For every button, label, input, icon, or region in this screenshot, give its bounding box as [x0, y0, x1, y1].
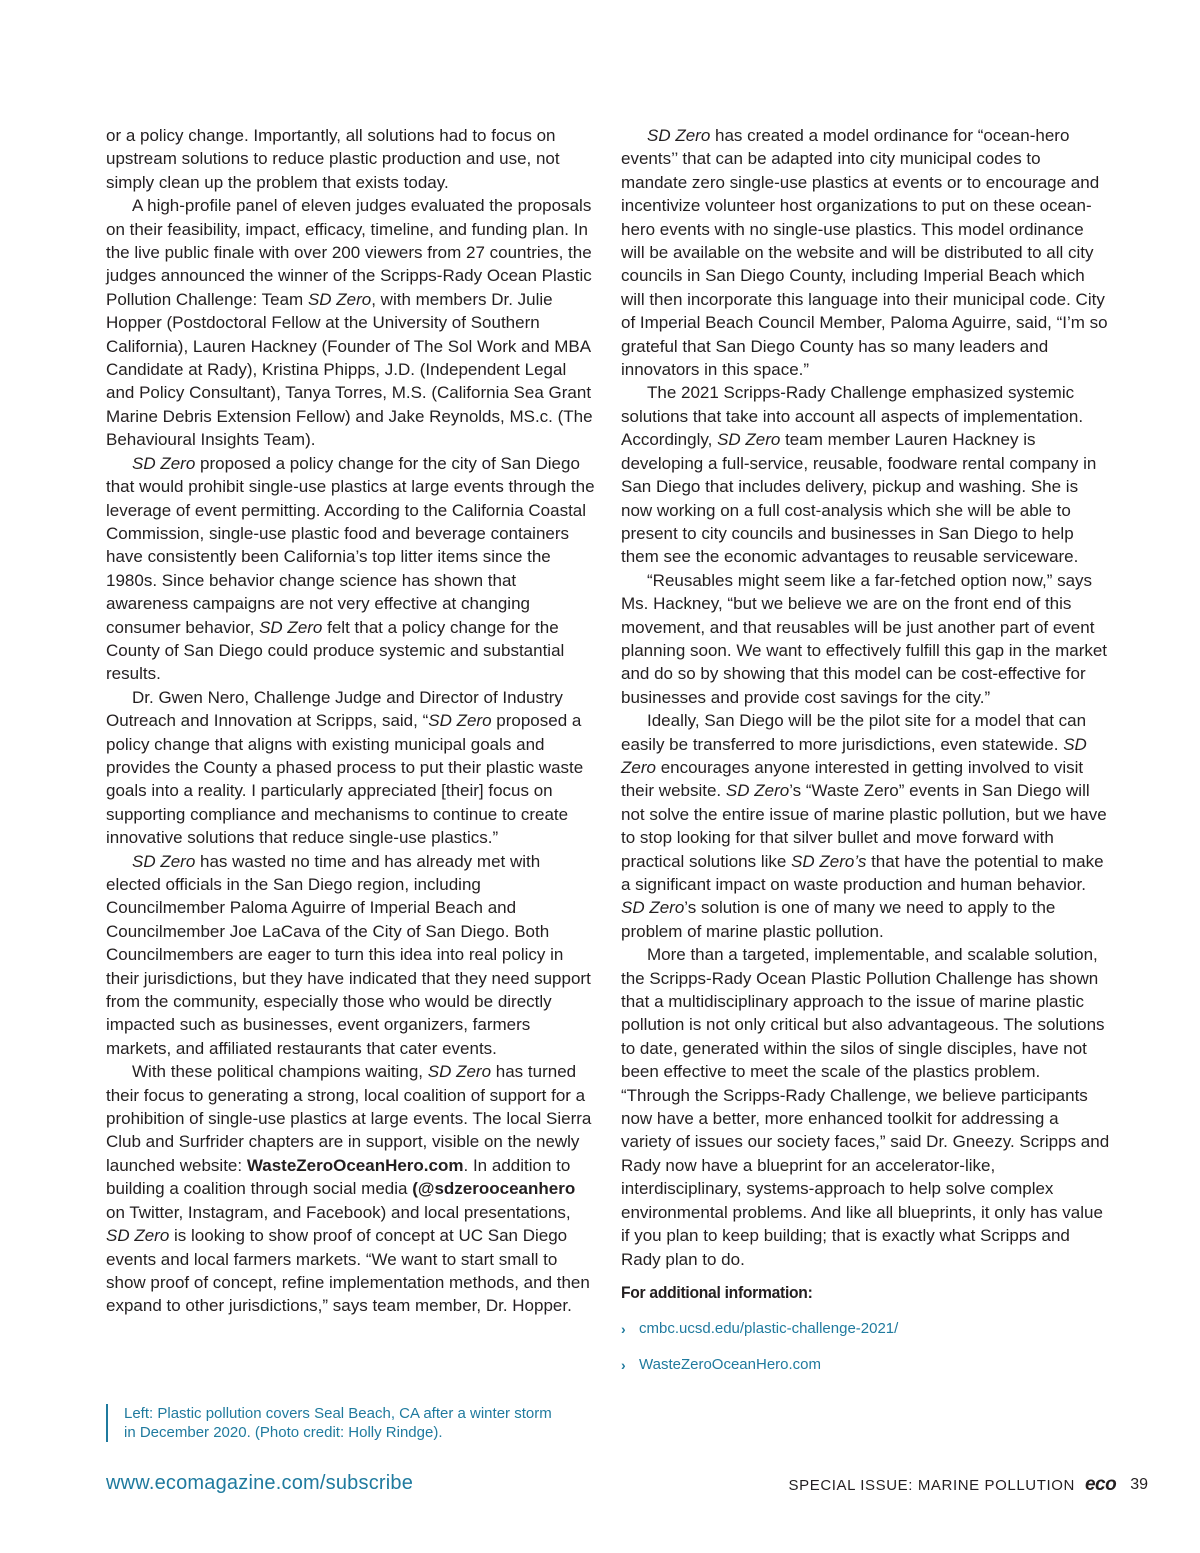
website-link[interactable]: WasteZeroOceanHero.com — [246, 1155, 464, 1175]
paragraph: The 2021 Scripps-Rady Challenge emphasized systemic solutions that take into account all aspects of implementation. Accordingly, SD Zero team member Lauren Hackney is developing a full-service, reusable, foodware rental company in San Diego that includes delivery, pickup and washing. She is now working on a full cost-analysis which she will be able to present to city councils and businesses in San Diego to help them see the economic advantages to reusable serviceware. — [621, 383, 1097, 567]
page-footer — [789, 1474, 1149, 1496]
page-number: 39 — [1130, 1476, 1148, 1493]
paragraph: SD Zero has created a model ordinance for “ocean-hero events’’ that can be adapted into city municipal codes to mandate zero single-use plastics at events or to encourage and incentivize volunteer host organizations to put on these ocean-hero events with no single-use plastics. This model ordinance will be available on the website and will be distributed to all city councils in San Diego County, including Imperial Beach which will then incorporate this language into their municipal code. City of Imperial Beach Council Member, Paloma Aguirre, said, “I’m so grateful that San Diego County has so many leaders and innovators in this space.” — [621, 126, 1108, 380]
photo-caption: Left: Plastic pollution covers Seal Beach, CA after a winter storm in December 2020. (Photo credit: Holly Rindge). — [106, 1404, 564, 1442]
paragraph: “Reusables might seem like a far-fetched option now,” says Ms. Hackney, “but we believe we are on the front end of this movement, and that reusables will be just another part of event planning soon. We want to effectively fulfill this gap in the market and do so by showing that this model can be cost-effective for businesses and provide cost savings for the city.” — [621, 570, 1108, 707]
paragraph: More than a targeted, implementable, and scalable solution, the Scripps-Rady Ocean Plastic Pollution Challenge has shown that a multidisciplinary approach to the issue of marine plastic pollution is not only critical but also advantageous. The solutions to date, generated within the silos of single disciples, have not been effective to meet the scale of the plastics problem. “Through the Scripps-Rady Challenge, we believe participants now have a better, more enhanced toolkit for addressing a variety of issues our society faces,” said Dr. Gneezy. Scripps and Rady now have a blueprint for an accelerator-like, interdisciplinary, systems-approach to help solve complex environmental problems. And like all blueprints, it only has value if you plan to keep building; that is exactly what Scripps and Rady plan to do. — [621, 945, 1110, 1269]
paragraph: SD Zero proposed a policy change for the city of San Diego that would prohibit single-use plastics at large events through the leverage of event permitting. According to the California Coastal Commission, single-use plastic food and beverage containers have consistently been California’s top litter items since the 1980s. Since behavior change science has shown that awareness campaigns are not very effective at changing consumer behavior, SD Zero felt that a policy change for the County of San Diego could produce systemic and substantial results. — [106, 453, 595, 684]
issue-title: SPECIAL ISSUE: MARINE POLLUTION — [788, 1476, 1075, 1494]
eco-logo: eco — [1084, 1474, 1117, 1495]
chevron-right-icon: › — [621, 1320, 626, 1337]
paragraph: A high-profile panel of eleven judges evaluated the proposals on their feasibility, impact, efficacy, timeline, and funding plan. In the live public finale with over 200 viewers from 27 countries, the judges announced the winner of the Scripps-Rady Ocean Plastic Pollution Challenge: Team SD Zero, with members Dr. Julie Hopper (Postdoctoral Fellow at the University of Southern California), Lauren Hackney (Founder of The Sol Work and MBA Candidate at Rady), Kristina Phipps, J.D. (Independent Legal and Policy Consultant), Tanya Torres, M.S. (California Sea Grant Marine Debris Extension Fellow) and Jake Reynolds, MS.c. (The Behavioural Insights Team). — [106, 196, 593, 450]
info-link[interactable]: › WasteZeroOceanHero.com — [621, 1356, 822, 1374]
left-column — [106, 124, 596, 1318]
additional-info — [621, 1283, 1111, 1383]
social-handle[interactable]: (@sdzerooceanhero — [412, 1179, 576, 1199]
right-column — [621, 124, 1111, 1383]
chevron-right-icon: › — [621, 1356, 626, 1373]
info-link[interactable]: › cmbc.ucsd.edu/plastic-challenge-2021/ — [621, 1320, 899, 1338]
paragraph: or a policy change. Importantly, all solutions had to focus on upstream solutions to reduce plastic production and use, not simply clean up the problem that exists today. — [106, 126, 560, 192]
additional-info-heading: For additional information: — [621, 1282, 813, 1302]
paragraph: Ideally, San Diego will be the pilot site for a model that can easily be transferred to more jurisdictions, even statewide. SD Zero encourages anyone interested in getting involved to visit their website. SD Zero’s “Waste Zero” events in San Diego will not solve the entire issue of marine plastic pollution, but we have to stop looking for that silver bullet and move forward with practical solutions like SD Zero’s that have the potential to make a significant impact on waste production and human behavior. SD Zero’s solution is one of many we need to apply to the problem of marine plastic pollution. — [621, 711, 1107, 941]
paragraph: SD Zero has wasted no time and has already met with elected officials in the San Diego region, including Councilmember Paloma Aguirre of Imperial Beach and Councilmember Joe LaCava of the City of San Diego. Both Councilmembers are eager to turn this idea into real policy in their jurisdictions, but they have indicated that they need support from the community, especially those who would be directly impacted such as businesses, event organizers, farmers markets, and affiliated restaurants that cater events. — [106, 851, 591, 1058]
paragraph: With these political champions waiting, SD Zero has turned their focus to generating a strong, local coalition of support for a prohibition of single-use plastics at large events. The local Sierra Club and Surfrider chapters are in support, visible on the newly launched website: WasteZeroOceanHero.com. In addition to building a coalition through social media (@sdzerooceanhero on Twitter, Instagram, and Facebook) and local presentations, SD Zero is looking to show proof of concept at UC San Diego events and local farmers markets. “We want to start small to show proof of concept, refine implementation methods, and then expand to other jurisdictions,” says team member, Dr. Hopper. — [106, 1062, 592, 1316]
paragraph: Dr. Gwen Nero, Challenge Judge and Director of Industry Outreach and Innovation at Scripps, said, “SD Zero proposed a policy change that aligns with existing municipal goals and provides the County a phased process to put their plastic waste goals into a reality. I particularly appreciated [their] focus on supporting compliance and mechanisms to continue to create innovative solutions that reduce single-use plastics.” — [106, 687, 584, 848]
subscribe-url[interactable]: www.ecomagazine.com/subscribe — [106, 1472, 414, 1494]
